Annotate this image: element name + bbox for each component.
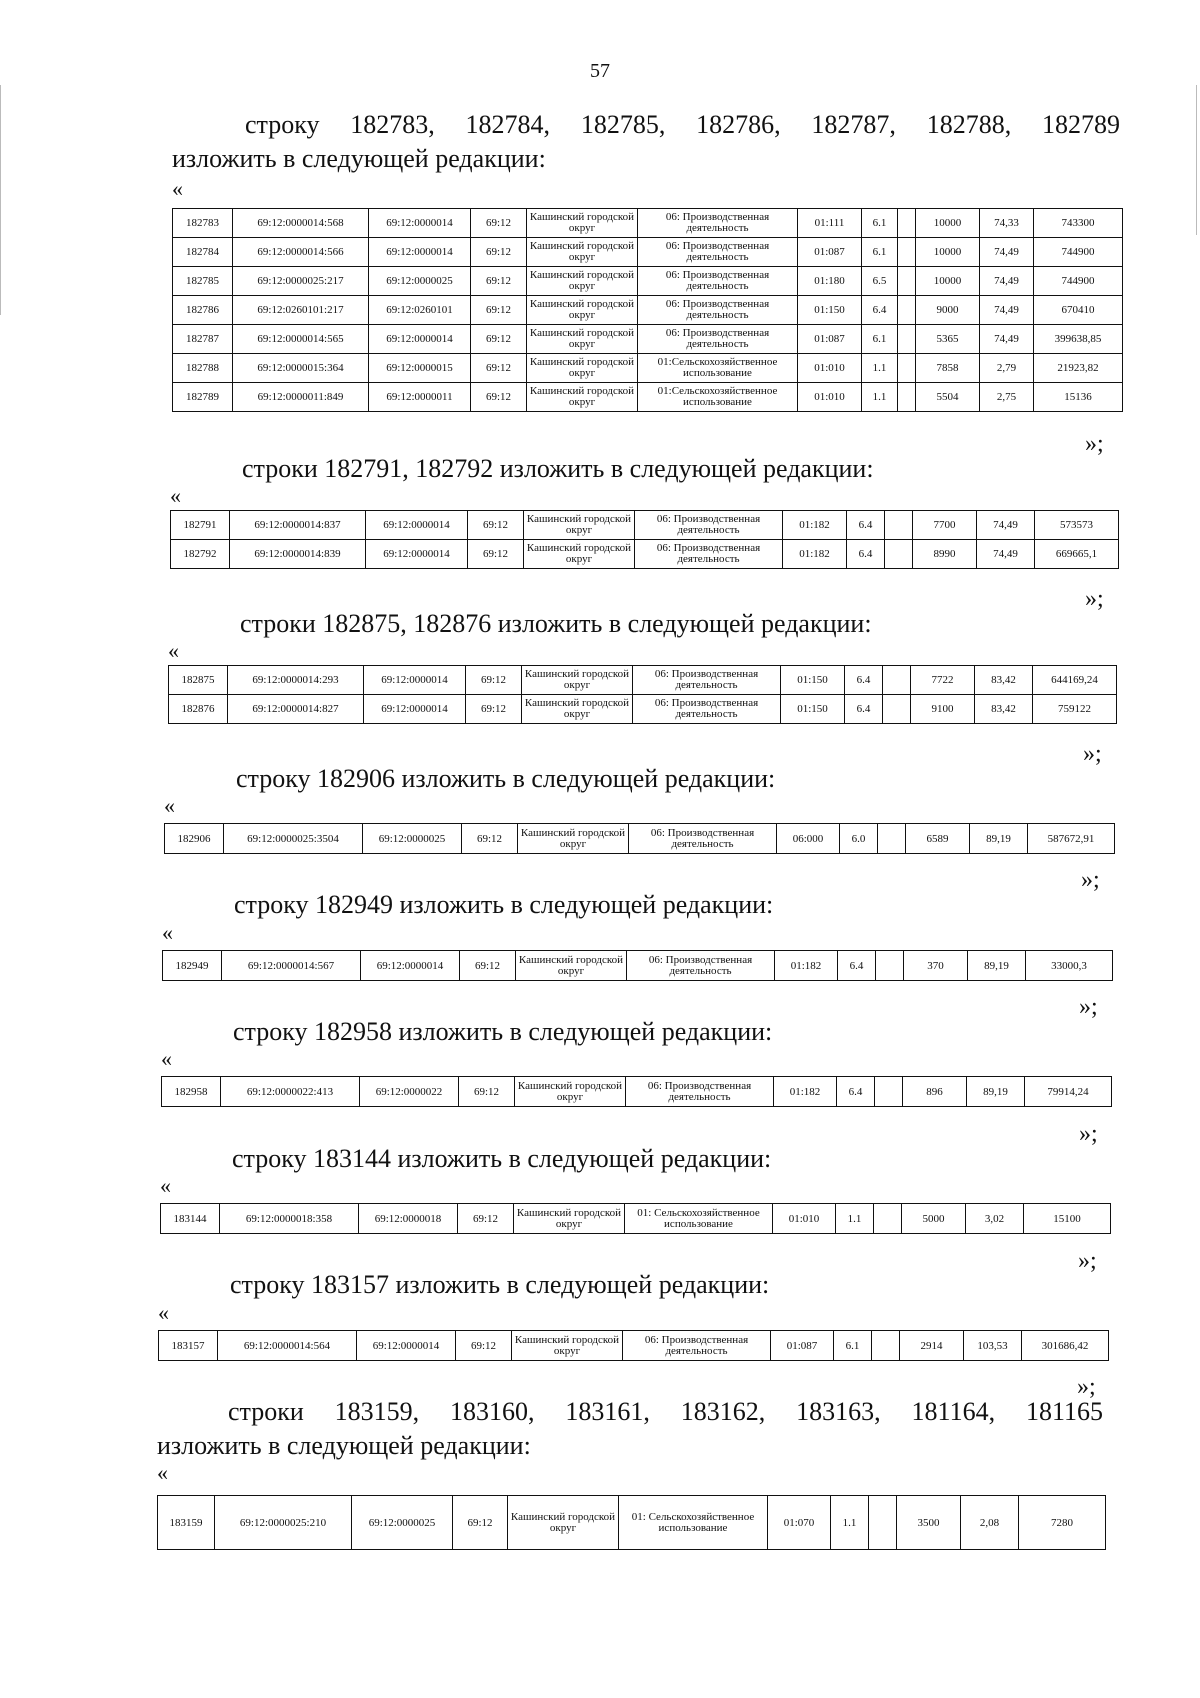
table-cell: 5000 (902, 1204, 966, 1234)
table-cell: 69:12:0000025:210 (215, 1496, 352, 1550)
table-row (162, 1077, 1112, 1107)
table-cell: 9000 (916, 296, 980, 325)
table-body (173, 209, 1123, 412)
table-cell: 06: Производственная деятельность (638, 209, 798, 238)
table-cell: 2,75 (980, 383, 1034, 412)
table-cell (898, 296, 916, 325)
table-cell (898, 209, 916, 238)
table-cell: 6.1 (862, 209, 898, 238)
table-cell: 01:111 (798, 209, 862, 238)
table-cell: 2,08 (961, 1496, 1019, 1550)
table-cell: 182788 (173, 354, 233, 383)
table-row (173, 238, 1123, 267)
table-cell: 182789 (173, 383, 233, 412)
table-cell: 01:087 (798, 238, 862, 267)
table-row (173, 354, 1123, 383)
table-cell: Кашинский городской округ (524, 511, 635, 540)
table-cell: 06: Производственная деятельность (629, 824, 777, 854)
table-cell: 83,42 (975, 666, 1033, 695)
table-cell: 6.4 (862, 296, 898, 325)
table-cell: 69:12:0000014:827 (228, 695, 364, 724)
table-cell (869, 1496, 897, 1550)
table-row (171, 540, 1119, 569)
table-cell: 6.4 (838, 951, 876, 981)
table-cell: 69:12:0000011 (369, 383, 471, 412)
table-cell: Кашинский городской округ (512, 1331, 623, 1361)
table-row (159, 1331, 1109, 1361)
table-cell: Кашинский городской округ (515, 1077, 626, 1107)
table-row (169, 695, 1117, 724)
table-cell (883, 695, 911, 724)
close-quote: »; (1079, 1121, 1098, 1147)
data-table (162, 950, 1113, 981)
table-cell: Кашинский городской округ (527, 267, 638, 296)
table-cell: 74,49 (980, 238, 1034, 267)
table-body (162, 1077, 1112, 1107)
instruction-text: строку 182958 изложить в следующей редакции: (233, 1017, 773, 1046)
table-cell: 3500 (897, 1496, 961, 1550)
table-row (173, 383, 1123, 412)
table-cell: 01:087 (798, 325, 862, 354)
table-cell: 6.4 (837, 1077, 875, 1107)
table-cell: 69:12:0000014:564 (218, 1331, 357, 1361)
table-cell: 01:150 (781, 695, 845, 724)
table-cell: 69:12:0000018:358 (220, 1204, 359, 1234)
table-cell: 89,19 (967, 1077, 1025, 1107)
table-row (173, 267, 1123, 296)
table-cell: Кашинский городской округ (527, 325, 638, 354)
close-quote: »; (1077, 1374, 1096, 1400)
table-cell: 83,42 (975, 695, 1033, 724)
table-cell: 69:12:0000014:839 (230, 540, 366, 569)
table-cell: 01: Сельскохозяйственное использование (619, 1496, 768, 1550)
table-body (163, 951, 1113, 981)
table-cell: 89,19 (968, 951, 1026, 981)
table-cell: 69:12 (471, 383, 527, 412)
table-cell: 6.1 (862, 238, 898, 267)
table-cell: 182792 (171, 540, 230, 569)
close-quote: »; (1081, 867, 1100, 893)
table-cell: Кашинский городской округ (527, 354, 638, 383)
open-quote: « (170, 483, 181, 508)
table-cell: 69:12:0000014:293 (228, 666, 364, 695)
table-cell (885, 511, 913, 540)
table-cell (885, 540, 913, 569)
data-table (164, 823, 1115, 854)
table-body (169, 666, 1117, 724)
table-cell: 1.1 (831, 1496, 869, 1550)
page-number: 57 (590, 60, 610, 82)
table-row (173, 209, 1123, 238)
table-cell (898, 238, 916, 267)
table-cell: 301686,42 (1022, 1331, 1109, 1361)
table-cell: 69:12 (471, 354, 527, 383)
table-cell: 01:182 (783, 511, 847, 540)
table-cell: 69:12:0000014 (369, 238, 471, 267)
table-cell: 69:12:0000014:568 (233, 209, 369, 238)
table-cell: 6.1 (834, 1331, 872, 1361)
table-row (173, 296, 1123, 325)
instruction-text: строку 183157 изложить в следующей редакции: (230, 1270, 770, 1299)
instruction-text: строку 182783, 182784, 182785, 182786, 182787, 182788, 182789 (245, 110, 1120, 139)
table-cell: 10000 (916, 209, 980, 238)
table-cell: 5365 (916, 325, 980, 354)
data-table (160, 1203, 1111, 1234)
table-cell: 6.4 (847, 540, 885, 569)
table-cell: 182958 (162, 1077, 221, 1107)
table-cell: 10000 (916, 267, 980, 296)
table-cell: 183144 (161, 1204, 220, 1234)
instruction-text: изложить в следующей редакции: (157, 1431, 531, 1460)
table-cell: 69:12:0000014 (366, 540, 468, 569)
table-cell: 69:12 (471, 296, 527, 325)
table-cell: 69:12:0000014 (369, 209, 471, 238)
scan-margin-line (1196, 85, 1197, 235)
table-cell: 9100 (911, 695, 975, 724)
data-table (170, 510, 1119, 569)
table-cell: 69:12 (471, 325, 527, 354)
table-cell: 1.1 (862, 383, 898, 412)
table-cell (898, 267, 916, 296)
table-cell: 573573 (1035, 511, 1119, 540)
table-cell: 01:182 (775, 951, 838, 981)
table-cell: Кашинский городской округ (518, 824, 629, 854)
table-cell: 182791 (171, 511, 230, 540)
table-cell: 06: Производственная деятельность (638, 267, 798, 296)
table-cell: 6.4 (845, 695, 883, 724)
table-cell: 103,53 (964, 1331, 1022, 1361)
table-cell: 182949 (163, 951, 222, 981)
instruction-text: строки 182791, 182792 изложить в следующей редакции: (242, 454, 874, 483)
table-cell: 10000 (916, 238, 980, 267)
table-cell: 69:12:0000014 (361, 951, 460, 981)
table-cell: 69:12 (466, 666, 522, 695)
data-table (168, 665, 1117, 724)
table-cell: 743300 (1034, 209, 1123, 238)
close-quote: »; (1083, 741, 1102, 767)
open-quote: « (162, 920, 173, 945)
table-row (165, 824, 1115, 854)
table-cell: 69:12 (471, 209, 527, 238)
table-cell (874, 1204, 902, 1234)
open-quote: « (164, 793, 175, 818)
table-row (169, 666, 1117, 695)
table-cell: 69:12 (456, 1331, 512, 1361)
table-cell: 01:010 (798, 383, 862, 412)
table-cell: 69:12:0260101:217 (233, 296, 369, 325)
table-cell: 21923,82 (1034, 354, 1123, 383)
instruction-text: строку 182906 изложить в следующей редакции: (236, 764, 776, 793)
table-cell (898, 325, 916, 354)
table-cell: 6589 (906, 824, 970, 854)
table-cell (898, 383, 916, 412)
table-cell: 69:12:0000014:566 (233, 238, 369, 267)
table-cell: 01:Сельскохозяйственное использование (638, 354, 798, 383)
table-row (161, 1204, 1111, 1234)
table-cell (883, 666, 911, 695)
instruction-text: строки 183159, 183160, 183161, 183162, 183163, 181164, 181165 (228, 1397, 1103, 1426)
instruction-text: строку 183144 изложить в следующей редакции: (232, 1144, 772, 1173)
table-cell: 79914,24 (1025, 1077, 1112, 1107)
table-cell: 644169,24 (1033, 666, 1117, 695)
table-cell: 69:12:0000025:217 (233, 267, 369, 296)
table-cell: 01:150 (781, 666, 845, 695)
table-cell: 7700 (913, 511, 977, 540)
table-cell: 01:150 (798, 296, 862, 325)
table-cell: 69:12 (466, 695, 522, 724)
table-cell (878, 824, 906, 854)
table-cell: 6.4 (845, 666, 883, 695)
table-cell: 69:12 (468, 540, 524, 569)
table-cell: 74,33 (980, 209, 1034, 238)
table-cell: 69:12 (471, 238, 527, 267)
table-cell: 06: Производственная деятельность (638, 325, 798, 354)
table-cell: Кашинский городской округ (514, 1204, 625, 1234)
table-cell: 69:12:0000015 (369, 354, 471, 383)
table-cell: 06: Производственная деятельность (626, 1077, 774, 1107)
table-cell: 01:182 (774, 1077, 837, 1107)
table-cell: 69:12:0000014 (364, 666, 466, 695)
table-cell: Кашинский городской округ (516, 951, 627, 981)
table-cell: 06:000 (777, 824, 840, 854)
table-cell: 69:12:0000014 (357, 1331, 456, 1361)
open-quote: « (161, 1046, 172, 1071)
table-cell: 06: Производственная деятельность (633, 695, 781, 724)
table-cell (872, 1331, 900, 1361)
table-cell: 74,49 (977, 511, 1035, 540)
table-cell: 89,19 (970, 824, 1028, 854)
table-row (173, 325, 1123, 354)
table-cell: 06: Производственная деятельность (627, 951, 775, 981)
table-row (163, 951, 1113, 981)
table-cell: 69:12 (453, 1496, 508, 1550)
table-cell: 1.1 (862, 354, 898, 383)
instruction-text: строку 182949 изложить в следующей редакции: (234, 890, 774, 919)
table-cell: 6.0 (840, 824, 878, 854)
instruction-text: изложить в следующей редакции: (172, 144, 546, 173)
table-cell: 182876 (169, 695, 228, 724)
data-table (172, 208, 1123, 412)
table-cell: 69:12 (462, 824, 518, 854)
open-quote: « (160, 1173, 171, 1198)
table-cell: 74,49 (980, 296, 1034, 325)
table-cell: 06: Производственная деятельность (635, 540, 783, 569)
table-cell: 01:010 (773, 1204, 836, 1234)
table-row (171, 511, 1119, 540)
table-cell: 69:12:0000025 (369, 267, 471, 296)
table-cell: Кашинский городской округ (522, 666, 633, 695)
table-cell: 74,49 (980, 325, 1034, 354)
table-cell: 33000,3 (1026, 951, 1113, 981)
table-cell: 01:087 (771, 1331, 834, 1361)
table-cell: 182906 (165, 824, 224, 854)
table-cell: 69:12:0000025 (363, 824, 462, 854)
table-cell: 759122 (1033, 695, 1117, 724)
open-quote: « (158, 1300, 169, 1325)
table-cell: 182786 (173, 296, 233, 325)
table-cell: 01:070 (768, 1496, 831, 1550)
table-cell: 06: Производственная деятельность (638, 238, 798, 267)
table-cell: 182875 (169, 666, 228, 695)
table-cell: 69:12:0000014:837 (230, 511, 366, 540)
table-cell: 2,79 (980, 354, 1034, 383)
table-body (159, 1331, 1109, 1361)
table-cell: 01:182 (783, 540, 847, 569)
table-cell: Кашинский городской округ (527, 383, 638, 412)
table-cell: 7722 (911, 666, 975, 695)
table-cell: 69:12:0000022 (360, 1077, 459, 1107)
table-cell: 587672,91 (1028, 824, 1115, 854)
table-cell: 01: Сельскохозяйственное использование (625, 1204, 773, 1234)
table-cell: 182785 (173, 267, 233, 296)
table-cell: 06: Производственная деятельность (633, 666, 781, 695)
table-cell: 69:12:0000018 (359, 1204, 458, 1234)
instruction-text: строки 182875, 182876 изложить в следующей редакции: (240, 609, 872, 638)
open-quote: « (168, 638, 179, 663)
data-table (157, 1495, 1106, 1550)
table-cell: 6.4 (847, 511, 885, 540)
data-table (158, 1330, 1109, 1361)
table-cell: 15136 (1034, 383, 1123, 412)
table-cell: 15100 (1024, 1204, 1111, 1234)
table-cell: 69:12 (458, 1204, 514, 1234)
table-cell: 183157 (159, 1331, 218, 1361)
table-cell (876, 951, 904, 981)
table-cell: 1.1 (836, 1204, 874, 1234)
table-cell: 5504 (916, 383, 980, 412)
table-cell: 7280 (1019, 1496, 1106, 1550)
table-cell: 669665,1 (1035, 540, 1119, 569)
table-cell: Кашинский городской округ (527, 238, 638, 267)
table-cell: 69:12:0000011:849 (233, 383, 369, 412)
table-cell: 69:12:0000015:364 (233, 354, 369, 383)
table-cell: 69:12 (460, 951, 516, 981)
close-quote: »; (1079, 994, 1098, 1020)
open-quote: « (157, 1460, 168, 1485)
close-quote: »; (1078, 1248, 1097, 1274)
table-cell: 182783 (173, 209, 233, 238)
table-cell: 69:12:0000014:565 (233, 325, 369, 354)
table-cell: 69:12:0000014 (369, 325, 471, 354)
table-cell: 69:12 (468, 511, 524, 540)
table-cell: 01:010 (798, 354, 862, 383)
table-cell: 06: Производственная деятельность (635, 511, 783, 540)
close-quote: »; (1085, 431, 1104, 457)
table-body (158, 1496, 1106, 1550)
table-cell: 8990 (913, 540, 977, 569)
table-cell: 3,02 (966, 1204, 1024, 1234)
table-cell: Кашинский городской округ (524, 540, 635, 569)
data-table (161, 1076, 1112, 1107)
table-cell: 69:12:0000014 (364, 695, 466, 724)
table-cell: Кашинский городской округ (508, 1496, 619, 1550)
table-cell: 69:12:0000022:413 (221, 1077, 360, 1107)
table-cell (898, 354, 916, 383)
table-cell: 69:12:0260101 (369, 296, 471, 325)
table-cell: 69:12:0000014:567 (222, 951, 361, 981)
table-row (158, 1496, 1106, 1550)
table-cell: 182784 (173, 238, 233, 267)
table-cell: Кашинский городской округ (527, 296, 638, 325)
table-cell: 182787 (173, 325, 233, 354)
table-cell: 183159 (158, 1496, 215, 1550)
scan-margin-line (0, 85, 1, 315)
table-cell: 69:12:0000025:3504 (224, 824, 363, 854)
table-cell: 69:12 (471, 267, 527, 296)
table-cell: 6.5 (862, 267, 898, 296)
table-body (165, 824, 1115, 854)
table-cell: 670410 (1034, 296, 1123, 325)
table-cell: 74,49 (977, 540, 1035, 569)
table-cell: 6.1 (862, 325, 898, 354)
table-cell: 69:12:0000014 (366, 511, 468, 540)
table-cell: 01:180 (798, 267, 862, 296)
table-cell: 896 (903, 1077, 967, 1107)
table-cell: 69:12:0000025 (352, 1496, 453, 1550)
table-cell: 7858 (916, 354, 980, 383)
table-cell: 744900 (1034, 267, 1123, 296)
table-cell: 06: Производственная деятельность (638, 296, 798, 325)
table-cell: 2914 (900, 1331, 964, 1361)
table-cell: Кашинский городской округ (522, 695, 633, 724)
open-quote: « (172, 176, 183, 201)
table-body (161, 1204, 1111, 1234)
table-cell: 69:12 (459, 1077, 515, 1107)
table-cell: 06: Производственная деятельность (623, 1331, 771, 1361)
table-cell: 74,49 (980, 267, 1034, 296)
table-cell: 399638,85 (1034, 325, 1123, 354)
close-quote: »; (1085, 586, 1104, 612)
table-cell: 370 (904, 951, 968, 981)
table-cell: 744900 (1034, 238, 1123, 267)
table-cell: 01:Сельскохозяйственное использование (638, 383, 798, 412)
table-body (171, 511, 1119, 569)
table-cell: Кашинский городской округ (527, 209, 638, 238)
table-cell (875, 1077, 903, 1107)
